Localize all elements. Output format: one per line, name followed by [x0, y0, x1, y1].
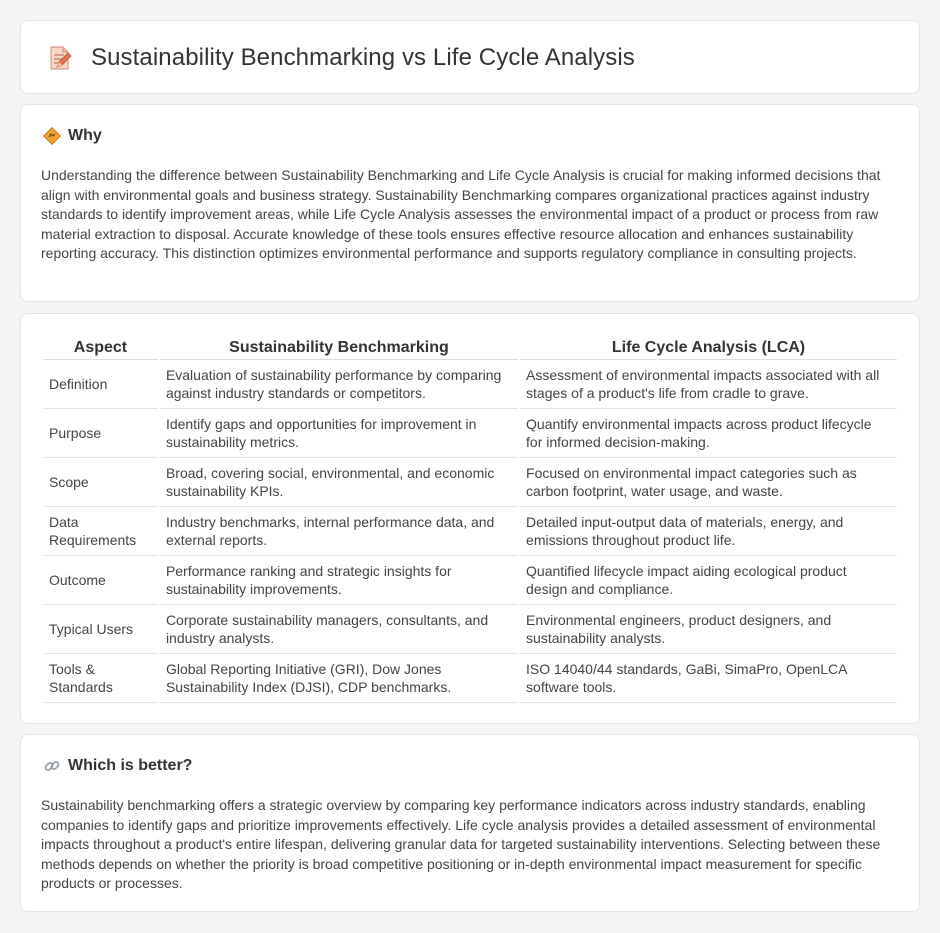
document-edit-icon [45, 44, 73, 72]
table-row [43, 556, 897, 605]
row-aspect: Typical Users [43, 605, 158, 654]
header-card [20, 20, 920, 94]
table-row [43, 409, 897, 458]
comparison-table-card [20, 313, 920, 724]
row-benchmarking: Corporate sustainability managers, consultants, and industry analysts. [160, 605, 518, 654]
row-benchmarking: Industry benchmarks, internal performance data, and external reports. [160, 507, 518, 556]
which-is-better-title: Which is better? [68, 757, 193, 774]
row-benchmarking: Identify gaps and opportunities for improvement in sustainability metrics. [160, 409, 518, 458]
why-title: Why [68, 127, 102, 144]
comparison-table [41, 334, 899, 703]
why-body: Understanding the difference between Sustainability Benchmarking and Life Cycle Analysis is crucial for making informed decisions that align with environmental goals and business strategy. Sustainability Benchmarking compares organizational practices against industry standards to identify improvement areas, while Life Cycle Analysis assesses the environmental impact of a product or process from raw material extraction to disposal. Accurate knowledge of these tools ensures effective resource allocation and enhances sustainability reporting accuracy. This distinction optimizes environmental performance and supports regulatory compliance in consulting projects. [41, 167, 881, 261]
row-benchmarking: Broad, covering social, environmental, and economic sustainability KPIs. [160, 458, 518, 507]
row-benchmarking: Performance ranking and strategic insights for sustainability improvements. [160, 556, 518, 605]
column-header-aspect: Aspect [43, 334, 158, 360]
which-is-better-section [20, 734, 920, 912]
row-lca: Quantified lifecycle impact aiding ecological product design and compliance. [520, 556, 897, 605]
row-lca: ISO 14040/44 standards, GaBi, SimaPro, OpenLCA software tools. [520, 654, 897, 703]
why-section [20, 104, 920, 302]
diamond-sign-icon [43, 127, 61, 145]
column-header-lca: Life Cycle Analysis (LCA) [520, 334, 897, 360]
table-row [43, 654, 897, 703]
table-row [43, 360, 897, 409]
link-icon [43, 757, 61, 775]
row-benchmarking: Global Reporting Initiative (GRI), Dow Jones Sustainability Index (DJSI), CDP benchmarks. [160, 654, 518, 703]
page-title: Sustainability Benchmarking vs Life Cycle Analysis [91, 44, 635, 71]
row-lca: Quantify environmental impacts across product lifecycle for informed decision-making. [520, 409, 897, 458]
row-lca: Environmental engineers, product designers, and sustainability analysts. [520, 605, 897, 654]
column-header-benchmarking: Sustainability Benchmarking [160, 334, 518, 360]
row-benchmarking: Evaluation of sustainability performance by comparing against industry standards or competitors. [160, 360, 518, 409]
row-lca: Assessment of environmental impacts associated with all stages of a product's life from cradle to grave. [520, 360, 897, 409]
table-header-row [43, 334, 897, 360]
table-row [43, 458, 897, 507]
row-aspect: Outcome [43, 556, 158, 605]
which-is-better-body: Sustainability benchmarking offers a strategic overview by comparing key performance indicators across industry standards, enabling companies to identify gaps and prioritize improvements effectively. Life cycle analysis provides a detailed assessment of environmental impacts throughout a product's entire lifespan, delivering granular data for targeted sustainability interventions. Selecting between these methods depends on whether the priority is broad competitive positioning or in-depth environmental impact measurement for specific products or processes. [41, 797, 881, 891]
row-aspect: Scope [43, 458, 158, 507]
table-row [43, 605, 897, 654]
row-aspect: Data Requirements [43, 507, 158, 556]
row-aspect: Definition [43, 360, 158, 409]
row-lca: Focused on environmental impact categories such as carbon footprint, water usage, and waste. [520, 458, 897, 507]
table-row [43, 507, 897, 556]
row-aspect: Purpose [43, 409, 158, 458]
row-aspect: Tools & Standards [43, 654, 158, 703]
row-lca: Detailed input-output data of materials, energy, and emissions throughout product life. [520, 507, 897, 556]
